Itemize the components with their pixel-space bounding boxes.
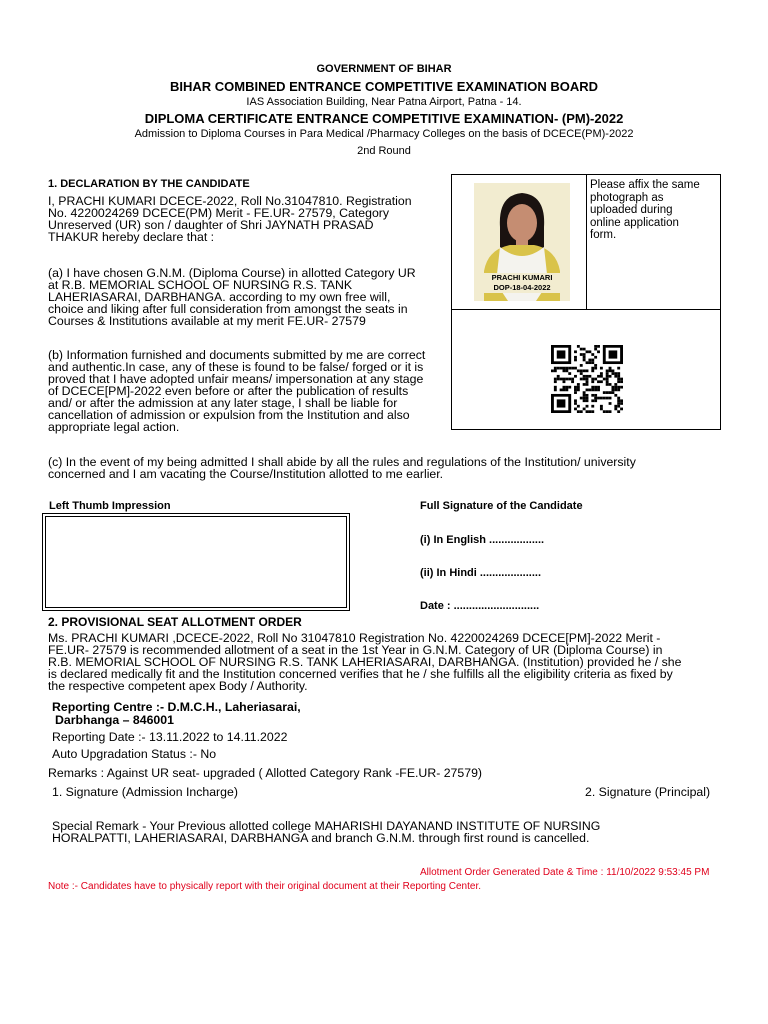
text-line: Reporting Centre :- D.M.C.H., Laheriasarai,	[52, 700, 301, 714]
text-line: Special Remark - Your Previous allotted college MAHARISHI DAYANAND INSTITUTE OF NURSING	[52, 819, 601, 833]
text-line: concerned and I am vacating the Course/Institution allotted to me earlier.	[48, 467, 444, 481]
thumb-impression-label: Left Thumb Impression	[49, 500, 171, 512]
affix-note	[590, 179, 718, 242]
signature-english: (i) In English ..................	[420, 534, 545, 546]
board-address: IAS Association Building, Near Patna Airport, Patna - 14.	[246, 96, 522, 108]
full-signature-label: Full Signature of the Candidate	[420, 500, 583, 512]
text-line: Courses & Institutions available at my merit FE.UR- 27579	[48, 314, 366, 328]
reporting-centre	[52, 701, 301, 727]
text-line: (a) I have chosen G.N.M. (Diploma Course) in allotted Category UR	[48, 266, 416, 280]
divider	[586, 175, 587, 310]
principal-signature: 2. Signature (Principal)	[585, 785, 711, 799]
text-line: Unreserved (UR) son / daughter of Shri JAYNATH PRASAD	[48, 218, 374, 232]
admission-subtitle: Admission to Diploma Courses in Para Medical /Pharmacy Colleges on the basis of DCECE(PM)-2022	[134, 128, 634, 140]
text-line: Darbhanga – 846001	[55, 713, 174, 727]
photo-date-caption: DOP-18-04-2022	[493, 283, 551, 292]
reporting-date: Reporting Date :- 13.11.2022 to 14.11.2022	[52, 730, 288, 744]
auto-upgradation-status: Auto Upgradation Status :- No	[52, 747, 217, 761]
text-line: is declared medically fit and the Institution concerned verifies that he / she fulfills all the eligibility criteria as fixed by	[48, 667, 673, 681]
generated-timestamp: Allotment Order Generated Date & Time : 11/10/2022 9:53:45 PM	[420, 867, 710, 878]
declaration-para-a	[48, 267, 448, 327]
declaration-para-b	[48, 349, 448, 433]
special-remark	[52, 820, 752, 844]
text-line: proved that I have adopted unfair means/ impersonation at any stage	[48, 372, 424, 386]
remarks: Remarks : Against UR seat- upgraded ( Allotted Category Rank -FE.UR- 27579)	[48, 766, 482, 780]
thumb-impression-box	[42, 513, 350, 611]
text-line: Please affix the same	[590, 179, 700, 191]
reporting-note: Note :- Candidates have to physically report with their original document at their Reporting Center.	[48, 881, 482, 892]
allotment-heading: 2. PROVISIONAL SEAT ALLOTMENT ORDER	[48, 615, 302, 629]
declaration-para-c	[48, 456, 738, 480]
admission-incharge-signature: 1. Signature (Admission Incharge)	[52, 785, 238, 799]
text-line: R.B. MEMORIAL SCHOOL OF NURSING R.S. TANK LAHERIASARAI, DARBHANGA. (Institution) provided he / she	[48, 655, 682, 669]
signature-date: Date : ............................	[420, 600, 540, 612]
text-line: HORALPATTI, LAHERIASARAI, DARBHANGA and branch G.N.M. through first round is cancelled.	[52, 831, 590, 845]
declaration-heading: 1. DECLARATION BY THE CANDIDATE	[48, 178, 250, 190]
government-heading: GOVERNMENT OF BIHAR	[316, 63, 452, 75]
text-line: form.	[590, 229, 617, 241]
photo-qr-box	[451, 174, 721, 430]
text-line: and/ or after the admission at any later stage, I shall be liable for	[48, 396, 398, 410]
qr-code-icon	[551, 345, 623, 413]
signature-hindi: (ii) In Hindi ....................	[420, 567, 541, 579]
divider	[452, 309, 720, 310]
text-line: appropriate legal action.	[48, 420, 180, 434]
exam-title: DIPLOMA CERTIFICATE ENTRANCE COMPETITIVE EXAMINATION- (PM)-2022	[144, 111, 624, 126]
photo-name-caption: PRACHI KUMARI	[491, 273, 553, 282]
text-line: (b) Information furnished and documents submitted by me are correct	[48, 348, 426, 362]
text-line: and authentic.In case, any of these is found to be false/ forged or it is	[48, 360, 424, 374]
text-line: I, PRACHI KUMARI DCECE-2022, Roll No.31047810. Registration	[48, 194, 412, 208]
board-heading: BIHAR COMBINED ENTRANCE COMPETITIVE EXAMINATION BOARD	[169, 79, 599, 94]
text-line: (c) In the event of my being admitted I shall abide by all the rules and regulations of the Institution/ university	[48, 455, 636, 469]
text-line: LAHERIASARAI, DARBHANGA. according to my own free will,	[48, 290, 391, 304]
allotment-body	[48, 632, 748, 692]
text-line: at R.B. MEMORIAL SCHOOL OF NURSING R.S. TANK	[48, 278, 353, 292]
text-line: No. 4220024269 DCECE(PM) Merit - FE.UR- 27579, Category	[48, 206, 390, 220]
text-line: online application	[590, 216, 679, 229]
text-line: Ms. PRACHI KUMARI ,DCECE-2022, Roll No 31047810 Registration No. 4220024269 DCECE[PM]-2022 Merit -	[48, 631, 661, 645]
text-line: FE.UR- 27579 is recommended allotment of a seat in the 1st Year in G.N.M. Category of UR (Diploma Course) in	[48, 643, 663, 657]
declaration-intro	[48, 195, 448, 243]
text-line: of DCECE[PM]-2022 even before or after the publication of results	[48, 384, 409, 398]
text-line: THAKUR hereby declare that :	[48, 230, 215, 244]
text-line: cancellation of admission or expulsion from the Institution and also	[48, 408, 410, 422]
candidate-photo	[474, 183, 570, 301]
text-line: photograph as	[590, 191, 664, 204]
round-label: 2nd Round	[357, 145, 411, 157]
text-line: uploaded during	[590, 204, 673, 216]
text-line: choice and liking after full consideration from amongst the seats in	[48, 302, 408, 316]
text-line: the respective competent apex Body / Authority.	[48, 679, 308, 693]
